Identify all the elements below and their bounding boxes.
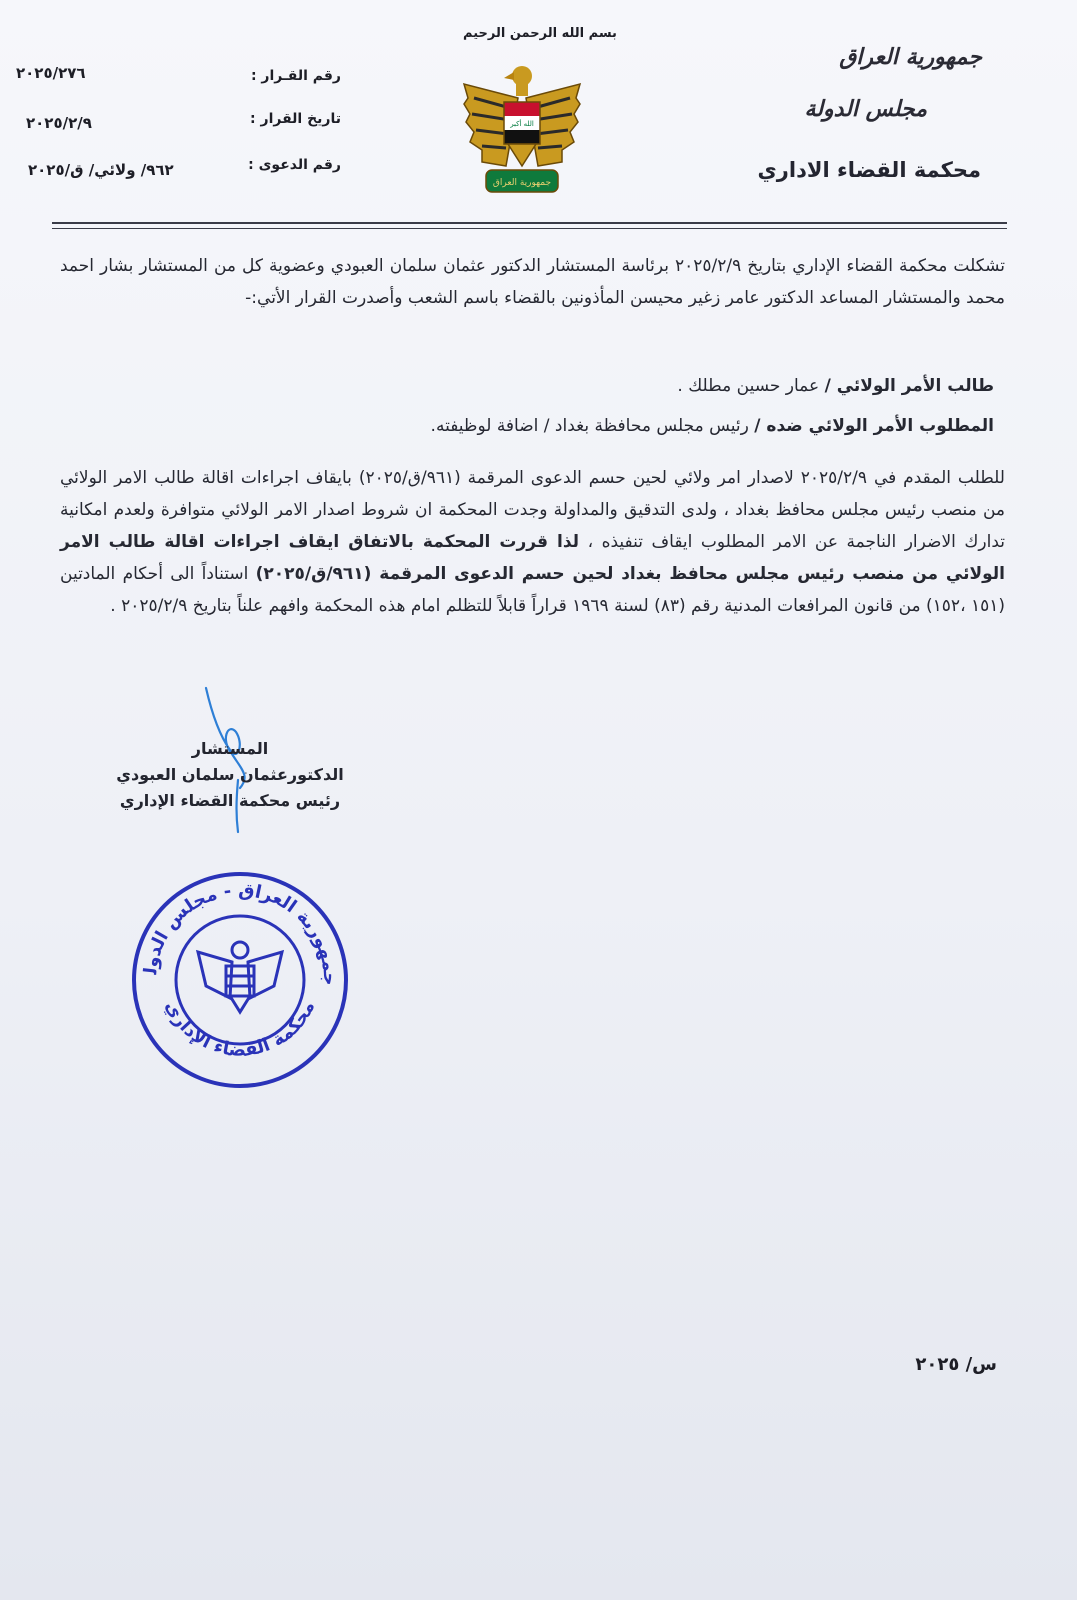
petitioner-line <box>677 376 994 396</box>
basmala: بسم الله الرحمن الرحيم <box>463 26 617 41</box>
court-name: محكمة القضاء الاداري <box>757 158 981 182</box>
stamp-inner-text: محكمة القضاء الإداري <box>160 997 320 1061</box>
decision-bold: لذا قررت المحكمة بالاتفاق ايقاف اجراءات اقالة طالب الامر الولائي من منصب رئيس مجلس محافظ بغداد لحين حسم الدعوى المرقمة (٩٦١/ق/٢٠٢٥) <box>60 532 1005 584</box>
page-mark: س/ ٢٠٢٥ <box>915 1354 997 1375</box>
meta-label-case-no: رقم الدعوى : <box>248 157 341 173</box>
meta-label-decision-date: تاريخ القرار : <box>250 111 341 127</box>
iraq-eagle-emblem-icon <box>460 58 584 208</box>
meta-value-case-no: ٩٦٢/ ولائي/ ق/٢٠٢٥ <box>28 161 174 179</box>
intro-paragraph: تشكلت محكمة القضاء الإداري بتاريخ ٢٠٢٥/٢/٩ برئاسة المستشار الدكتور عثمان سلمان العبودي وعضوية كل من المستشار بشار احمد محمد والمستشار المساعد الدكتور عامر زغير محيسن المأذونين بالقضاء باسم الشعب وأصدرت القرار الأتي:- <box>60 256 1006 308</box>
meta-label-decision-no: رقم القـرار : <box>250 68 341 84</box>
court-stamp <box>126 866 354 1094</box>
respondent-value: رئيس مجلس محافظة بغداد / اضافة لوظيفته. <box>430 416 749 436</box>
respondent-line <box>431 416 994 436</box>
emblem-banner-text: جمهورية العراق <box>492 178 552 188</box>
signer-name: الدكتورعثمان سلمان العبودي <box>116 765 344 784</box>
header-divider-bottom <box>52 228 1007 229</box>
respondent-label: المطلوب الأمر الولائي ضده / <box>754 416 994 436</box>
meta-value-decision-date: ٢٠٢٥/٢/٩ <box>26 114 92 132</box>
signature-block <box>95 736 365 814</box>
republic-name: جمهورية العراق <box>839 44 982 70</box>
signer-title: المستشار <box>191 739 269 758</box>
emblem-flag-text: الله أكبر <box>510 120 534 128</box>
eagle-emblem-icon <box>198 942 282 1012</box>
council-name: مجلس الدولة <box>804 96 927 122</box>
svg-text:محكمة القضاء الإداري <box>161 997 320 1060</box>
decision-paragraph <box>60 462 1005 622</box>
header-divider-top <box>52 222 1007 224</box>
decision-part-1: للطلب المقدم في ٢٠٢٥/٢/٩ لاصدار امر ولائي لحين حسم الدعوى المرقمة (٩٦١/ق/٢٠٢٥) بايقاف اجراءات اقالة طالب الامر الولائي من منصب رئيس مجلس محافظ بغداد ، ولدى التدقيق والمداولة وجدت المحكمة ان شروط اصدار الامر الولائي متوافرة ولعدم امكانية تدارك الاضرار الناجمة عن الامر المطلوب ايقاف تنفيذه ، <box>60 468 1005 552</box>
petitioner-label: طالب الأمر الولائي / <box>824 376 994 396</box>
petitioner-value: عمار حسين مطلك . <box>677 376 820 396</box>
meta-value-decision-no: ٢٠٢٥/٢٧٦ <box>16 64 86 82</box>
stamp-outer-text: جمهورية العراق - مجلس الدول <box>140 879 341 986</box>
signer-position: رئيس محكمة القضاء الإداري <box>119 791 341 810</box>
decision-part-2: استناداً الى أحكام المادتين (١٥١ ،١٥٢) من قانون المرافعات المدنية رقم (٨٣) لسنة ١٩٦٩ قراراً قابلاً للتظلم امام هذه المحكمة وافهم علناً بتاريخ ٢٠٢٥/٢/٩ . <box>60 564 1005 616</box>
